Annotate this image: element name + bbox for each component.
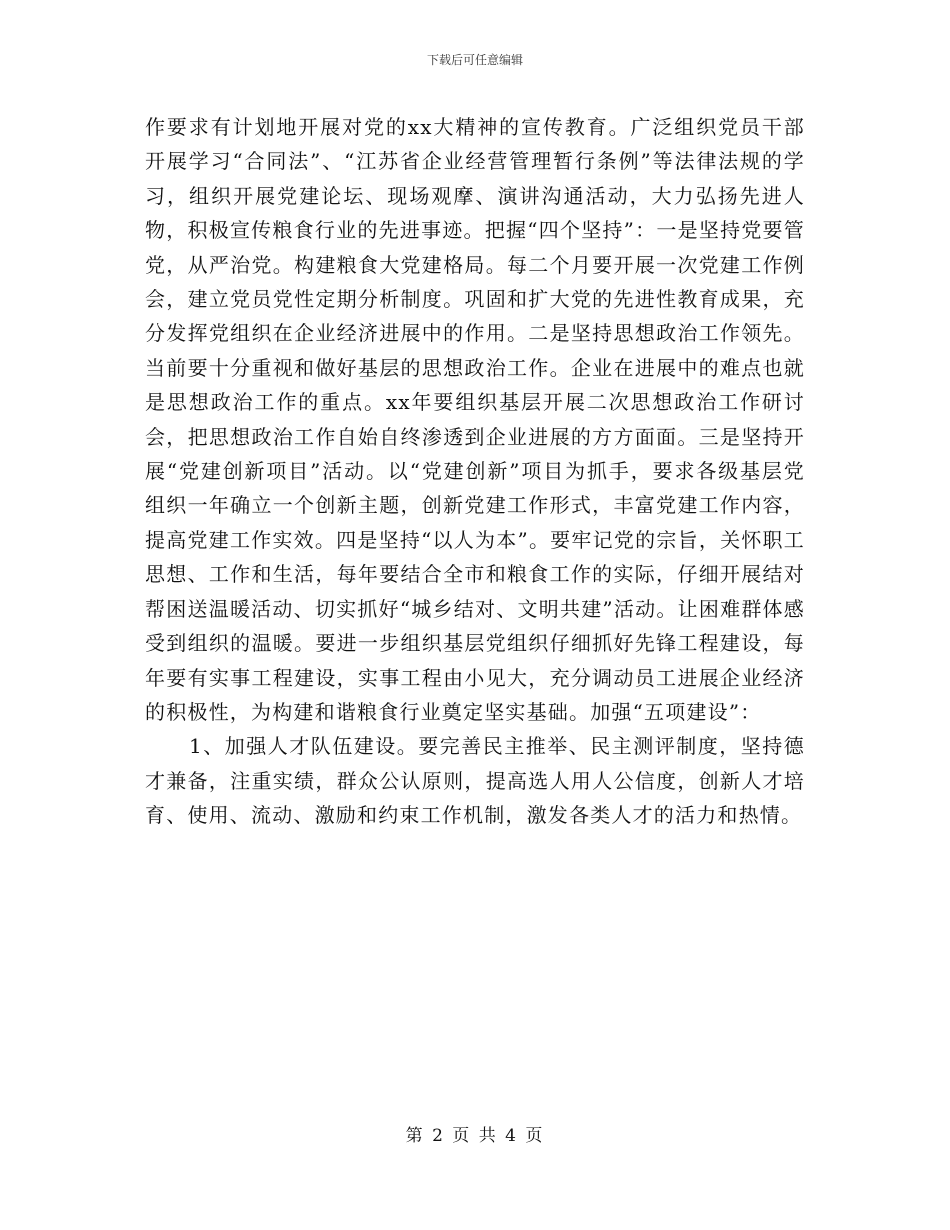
page-header: 下载后可任意编辑 [426,53,523,67]
document-body [145,110,805,833]
paragraph-continuation: 作要求有计划地开展对党的xx大精神的宣传教育。广泛组织党员干部开展学习“合同法”、“江苏省企业经营管理暂行条例”等法律法规的学习，组织开展党建论坛、现场观摩、演讲沟通活动，大力弘扬先进人物，积极宣传粮食行业的先进事迹。把握“四个坚持”：一是坚持党要管党，从严治党。构建粮食大党建格局。每二个月要开展一次党建工作例会，建立党员党性定期分析制度。巩固和扩大党的先进性教育成果，充分发挥党组织在企业经济进展中的作用。二是坚持思想政治工作领先。当前要十分重视和做好基层的思想政治工作。企业在进展中的难点也就是思想政治工作的重点。xx年要组织基层开展二次思想政治工作研讨会，把思想政治工作自始自终渗透到企业进展的方方面面。三是坚持开展“党建创新项目”活动。以“党建创新”项目为抓手，要求各级基层党组织一年确立一个创新主题，创新党建工作形式，丰富党建工作内容，提高党建工作实效。四是坚持“以人为本”。要牢记党的宗旨，关怀职工思想、工作和生活，每年要结合全市和粮食工作的实际，仔细开展结对帮困送温暖活动、切实抓好“城乡结对、文明共建”活动。让困难群体感受到组织的温暖。要进一步组织基层党组织仔细抓好先锋工程建设，每年要有实事工程建设，实事工程由小见大，充分调动员工进展企业经济的积极性，为构建和谐粮食行业奠定坚实基础。加强“五项建设”： [145,115,805,724]
page-number-footer: 第 2 页 共 4 页 [405,1126,545,1146]
paragraph-talent-team: 1、加强人才队伍建设。要完善民主推举、民主测评制度，坚持德才兼备，注重实绩，群众公认原则，提高选人用人公信度，创新人才培育、使用、流动、激励和约束工作机制，激发各类人才的活力和热情。 [145,734,805,828]
